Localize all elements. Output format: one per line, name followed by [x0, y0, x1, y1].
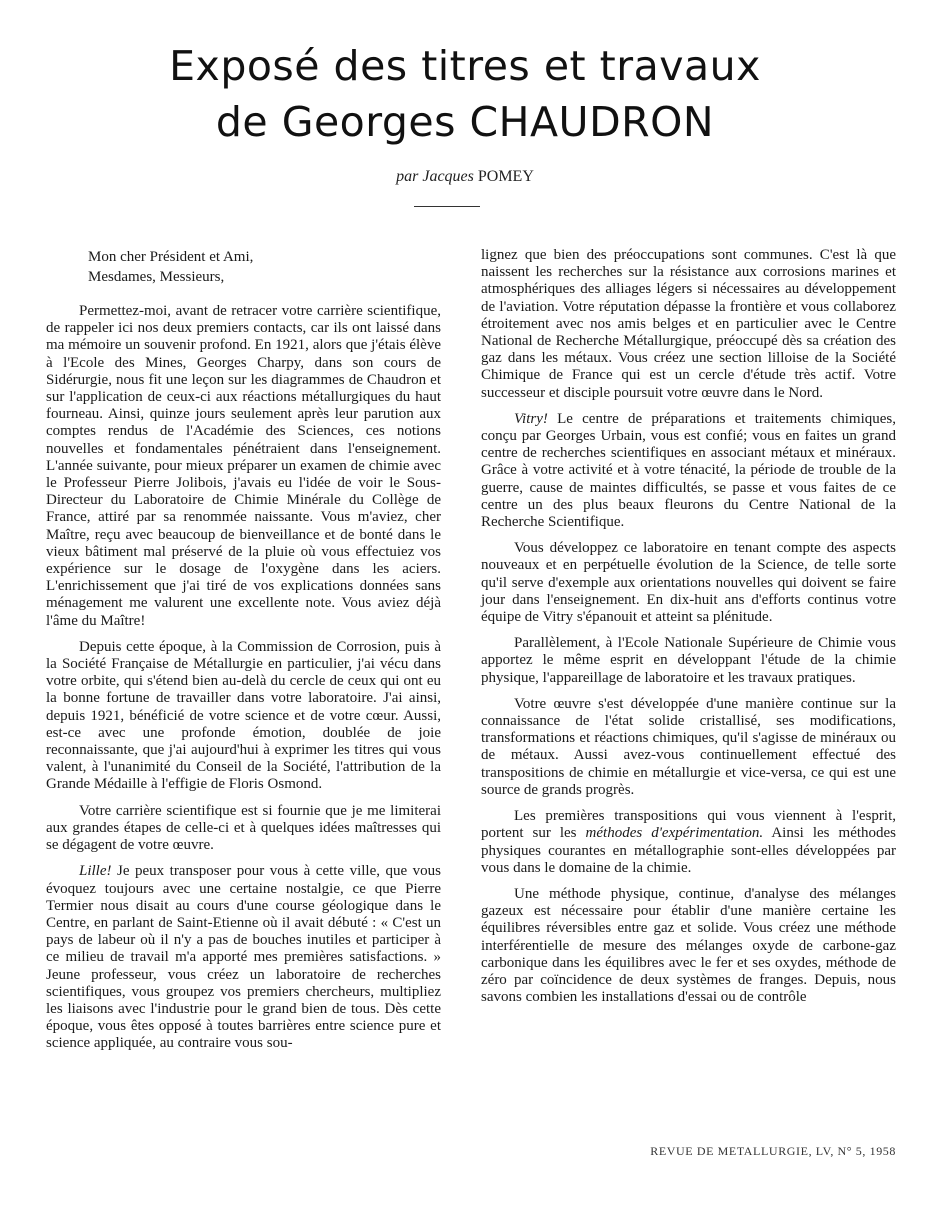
paragraph: [481, 411, 896, 531]
paragraph: Votre carrière scientifique est si fournie que je me limiterai aux grandes étapes de celle-ci et à quelques idées maîtresses qui se dégagent de votre œuvre.: [46, 802, 441, 854]
paragraph-text: Je peux transposer pour vous à cette ville, que vous évoquez toujours avec une certaine nostalgie, ce que Pierre Termier nous disait au cours d'une course géologique dans le Centre, en parlant de Saint-Etienne où il avait débuté : « C'est un pays de labeur où il n'y a pas de bouches inutiles et participer à ce milieu de travail m'a apporté mes premières satisfactions. » Jeune professeur, vous créez un laboratoire de recherches scientifiques, vous groupez vos premiers chercheurs, multipliez les liaisons avec l'industrie pour le grand bien de tous. Dès cette époque, vous êtes opposé à toutes barrières entre science pure et science appliquée, au contraire vous sou-: [46, 863, 441, 1052]
paragraph: Une méthode physique, continue, d'analyse des mélanges gazeux est nécessaire pour établir d'une manière certaine les équilibres réversibles entre gaz et solide. Vous créez une méthode interférentielle de mesure des mélanges oxyde de carbone-gaz carbonique dans les équilibres avec le fer et ses oxydes, méthode de zéro par coïncidence de deux systèmes de franges. Depuis, nous savons combien les installations d'essai ou de contrôle: [481, 885, 896, 1006]
paragraph: [481, 808, 896, 877]
paragraph-text: Les premières transpositions qui vous viennent à l'esprit, portent sur les: [481, 808, 896, 842]
paragraph: lignez que bien des préoccupations sont communes. C'est là que naissent les recherches sur la résistance aux corrosions marines et atmosphériques des alliages légers si nécessaires au développement de l'aviation. Votre réputation dépasse la frontière et vous collaborez étroitement avec nos amis belges et en particulier avec le Centre National de Recherche Métallurgique, préoccupé dès sa création des gaz dans les métaux. Vous créez une section lilloise de la Société Chimique de France qui est un cercle d'étude très actif. Votre successeur et disciple poursuit votre œuvre dans le Nord.: [481, 247, 896, 401]
left-column: [46, 247, 441, 1062]
title-divider: [414, 206, 480, 207]
salutation-line-1: Mon cher Président et Ami,: [88, 249, 254, 265]
paragraph-lead: Vitry!: [514, 410, 548, 427]
paragraph-lead: Lille!: [79, 863, 112, 880]
salutation: [88, 247, 441, 287]
paragraph: Parallèlement, à l'Ecole Nationale Supérieure de Chimie vous apportez le même esprit en développant l'étude de la chimie physique, l'appareillage de laboratoire et les travaux pratiques.: [481, 635, 896, 686]
paragraph: Vous développez ce laboratoire en tenant compte des aspects nouveaux et en perpétuelle évolution de la Science, de telle sorte qu'il serve d'exemple aux orientations nouvelles qui doivent se faire jour dans l'enseignement. En dix-huit ans d'efforts continus votre équipe de Vitry s'épanouit et atteint sa plénitude.: [481, 540, 896, 626]
byline-author: POMEY: [477, 168, 534, 185]
paragraph-text: Ainsi les méthodes physiques courantes en métallographie sont-elles développées par vous dans le domaine de la chimie.: [481, 825, 897, 876]
byline: [0, 168, 930, 186]
paragraph: [46, 863, 441, 1052]
title-line-2: de Georges CHAUDRON: [215, 98, 715, 146]
paragraph: Permettez-moi, avant de retracer votre carrière scientifique, de rappeler ici nos deux premiers contacts, car ils ont laissé dans ma mémoire un souvenir profond. En 1921, alors que j'étais élève à l'Ecole des Mines, Georges Charpy, dans son cours de Sidérurgie, nous fit une leçon sur les diagrammes de Chaudron et sur l'application de ceux-ci aux réactions métallurgiques du haut fourneau. Ainsi, quinze jours seulement après leur parution aux comptes rendus de l'Académie des Sciences, ces notions nouvelles et fondamentales pénétraient dans l'enseignement. L'année suivante, pour mieux préparer un examen de chimie avec le Professeur Pierre Jolibois, j'avais eu l'idée de voir le Sous-Directeur du Laboratoire de Chimie Minérale du Collège de France, attiré par sa renommée naissante. Vous m'aviez, cher Maître, reçu avec beaucoup de bienveillance et de bonté dans le vieux bâtiment mal préservé de la pluie où vous effectuiez vos expérience sur le dosage de l'oxygène dans les aciers. L'enrichissement que j'ai tiré de vos explications données sans ménagement me valurent une excellente note. Vous aviez déjà l'âme du Maître!: [46, 303, 441, 629]
article-title: [0, 38, 930, 150]
paragraph-text: Le centre de préparations et traitements chimiques, conçu par Georges Urbain, vous est confié; vous en faites un grand centre de recherches scientifiques en associant métaux et minéraux. Grâce à votre activité et à votre ténacité, la période de trouble de la guerre, cause de maintes difficultés, se passe et vous faites de ce centre un des plus beaux fleurons du Centre National de la Recherche Scientifique.: [481, 410, 896, 531]
journal-footer: REVUE DE METALLURGIE, LV, N° 5, 1958: [650, 1144, 896, 1158]
right-column: [481, 247, 896, 1015]
byline-prefix: par Jacques: [396, 168, 474, 185]
emphasis: méthodes d'expérimentation.: [585, 825, 764, 842]
paragraph: Depuis cette époque, à la Commission de Corrosion, puis à la Société Française de Métallurgie en particulier, j'ai vécu dans votre orbite, qui s'étend bien au-delà du cercle de ceux qui ont eu la bonne fortune de travailler dans votre laboratoire. J'ai ainsi, depuis 1921, bénéficié de votre science et de votre cœur. Aussi, est-ce avec une profonde émotion, doublée de joie reconnaissante, que j'ai aujourd'hui à exprimer les titres qui vous valent, à l'unanimité du Conseil de la Société, l'attribution de la Grande Médaille à l'effigie de Floris Osmond.: [46, 638, 441, 793]
salutation-line-2: Mesdames, Messieurs,: [88, 269, 225, 285]
paragraph: Votre œuvre s'est développée d'une manière continue sur la connaissance de l'état solide cristallisé, ses modifications, transformations et réactions chimiques, qu'il s'agisse de minéraux ou de métaux. Aussi avez-vous continuellement effectué des transpositions de chimie en métallurgie et vice-versa, ce qui est une source de grands progrès.: [481, 695, 896, 798]
title-line-1: Exposé des titres et travaux: [169, 42, 761, 90]
